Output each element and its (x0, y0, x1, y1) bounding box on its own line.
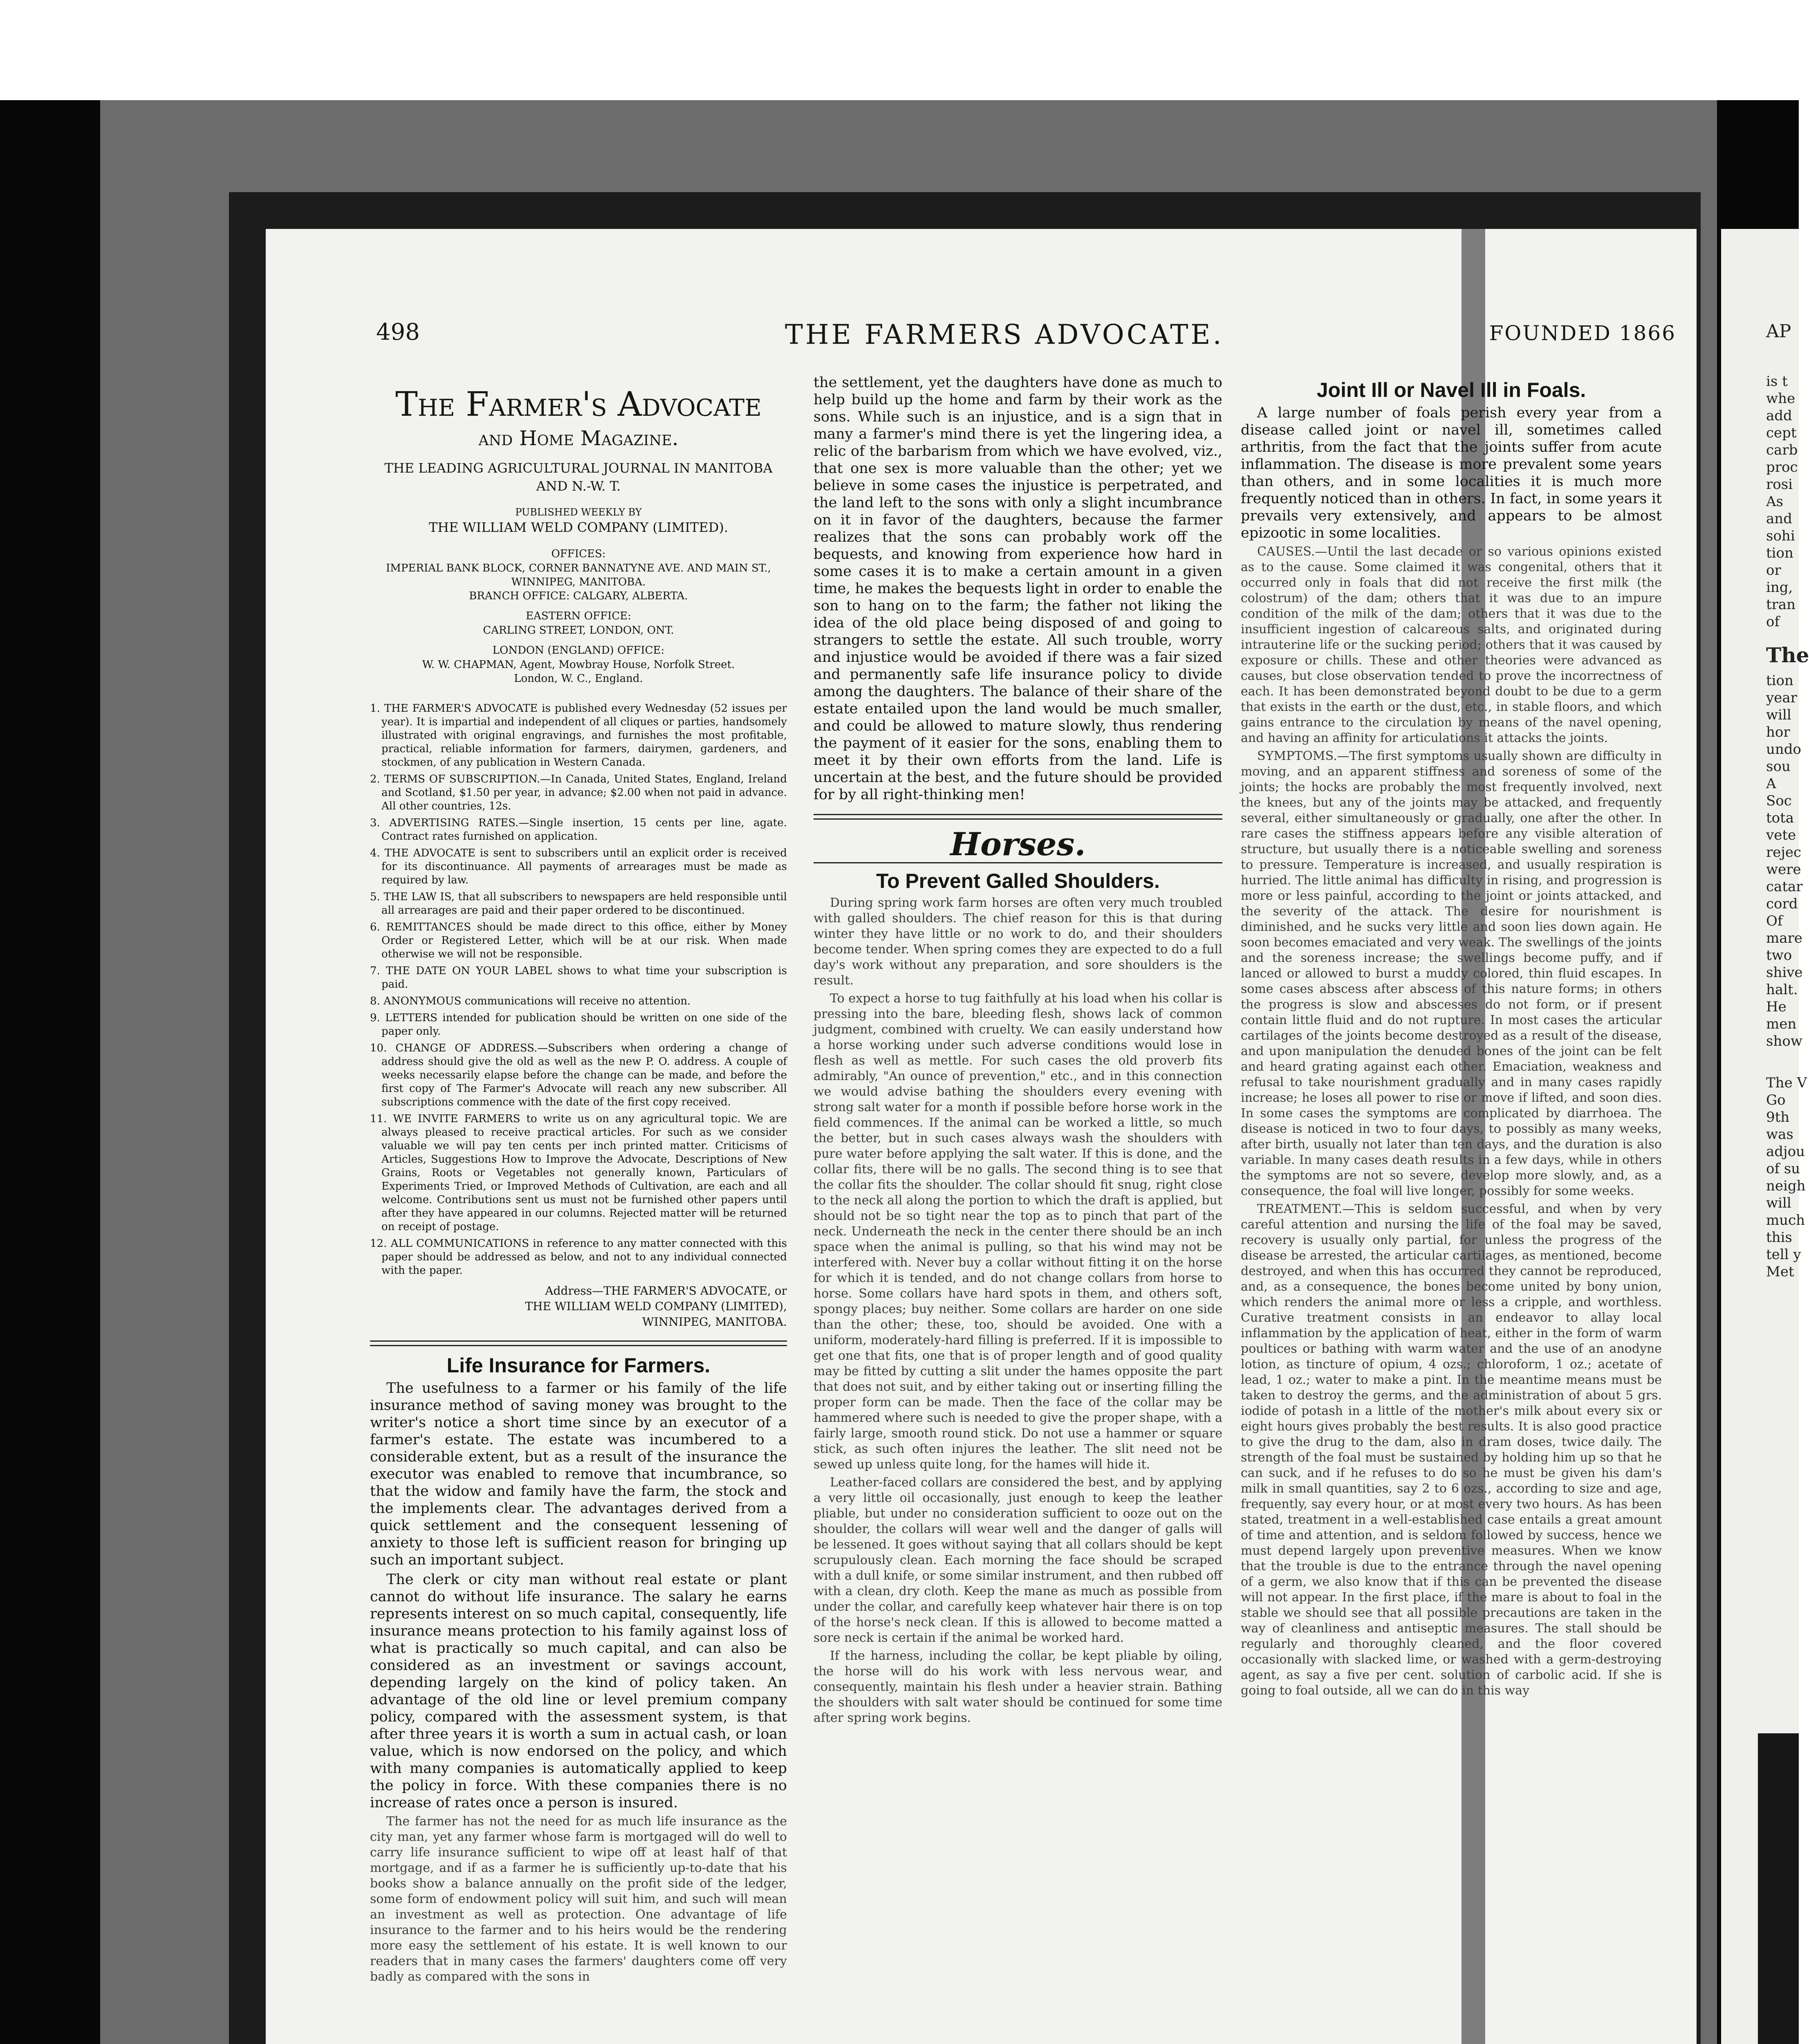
facing-line: men (1766, 1016, 1797, 1032)
facing-line: undo (1766, 741, 1802, 758)
facing-line: halt. (1766, 982, 1798, 998)
facing-line: cept (1766, 425, 1797, 441)
article-paragraph: The usefulness to a farmer or his family of the life insurance method of saving money was brought to the writer's notice a short time since by an executor of a farmer's estate. The estate was incumbered to a considerable extent, but as a result of the insurance the executor was enabled to remove that incumbrance, so that the widow and family have the farm, the stock and the implements clear. The advantages derived from a quick settlement and the consequent lessening of anxiety to those left is sufficient reason for bringing up such an important subject. (370, 1380, 787, 1568)
published-by: PUBLISHED WEEKLY BY (515, 507, 642, 518)
facing-line: neigh (1766, 1178, 1806, 1194)
running-title: THE FARMERS ADVOCATE. (785, 319, 1224, 350)
film-border-left (0, 100, 100, 2044)
facing-line: much (1766, 1212, 1805, 1228)
facing-line: add (1766, 408, 1792, 424)
notice-item: 7. THE DATE ON YOUR LABEL shows to what time your subscription is paid. (370, 965, 787, 991)
facing-line: hor (1766, 724, 1790, 740)
facing-line: two (1766, 947, 1792, 964)
facing-line: of su (1766, 1161, 1800, 1177)
address-block (370, 1283, 787, 1330)
masthead-title: The Farmer's Advocate (395, 385, 762, 424)
page-number: 498 (376, 319, 420, 345)
notice-item: 12. ALL COMMUNICATIONS in reference to any matter connected with this paper should be addressed as below, and not to any individual connected with the paper. (370, 1237, 787, 1277)
facing-line: mare (1766, 930, 1802, 946)
address-line: WINNIPEG, MANITOBA. (642, 1315, 787, 1329)
article-paragraph: A large number of foals perish every year from a disease called joint or navel ill, sometimes called arthritis, from the fact that the joints suffer from acute inflammation. The disease is more prevalent some years than others, and in some localities it is much more frequently noticed than in others. In fact, in some years it prevails very extensively, and appears to be almost epizootic in some localities. (1241, 405, 1662, 541)
notice-item: 9. LETTERS intended for publication should be written on one side of the paper only. (370, 1012, 787, 1038)
facing-line: and (1766, 511, 1792, 527)
article-continuation: the settlement, yet the daughters have done as much to help build up the home and farm by their work as the sons. While such is an injustice, and is a sign that in many a farmer's mind there is yet the lingering idea, a relic of the barbarism from which we have evolved, viz., that one sex is more valuable than the other; yet we believe in some cases the injustice is perpetrated, and the land left to the sons with only a slight incumbrance on it in favor of the daughters, because the farmer realizes that the sons can probably work off the bequests, and knowing from experience how hard in some cases it is to make a certain amount in a given time, he makes the bequests light in order to enable the son to hang on to the farm; the father not liking the idea of the old place being disposed of and going to strangers to settle the estate. All such trouble, worry and injustice would be avoided if there was a fair sized and permanently safe life insurance policy to divide among the daughters. The balance of their share of the estate entailed upon the land would be much smaller, and could be allowed to mature slowly, thus rendering the payment of it easier for the sons, enabling them to meet it by their own efforts from the land. Life is uncertain at the best, and the future should be provided for by all right-thinking men! (814, 374, 1222, 803)
facing-line: The V (1766, 1075, 1807, 1091)
facing-gap (1766, 1050, 1799, 1074)
london-office-heading: LONDON (ENGLAND) OFFICE: (492, 644, 665, 657)
facing-line: of (1766, 614, 1780, 630)
facing-line: Soc (1766, 793, 1792, 809)
facing-line: whe (1766, 390, 1796, 407)
notice-item: 8. ANONYMOUS communications will receive no attention. (370, 995, 691, 1007)
publisher-name: THE WILLIAM WELD COMPANY (LIMITED). (428, 520, 729, 535)
facing-line: show (1766, 1033, 1802, 1049)
life-insurance-title: Life Insurance for Farmers. (446, 1354, 711, 1377)
facing-line: sou (1766, 758, 1791, 775)
facing-header: AP (1766, 321, 1791, 342)
joint-ill-title: Joint Ill or Navel Ill in Foals. (1316, 379, 1586, 401)
facing-line: were (1766, 861, 1801, 878)
article-paragraph: TREATMENT.—This is seldom successful, and when by very careful attention and nursing the life of the foal may be saved, recovery is usually only partial, for unless the progress of the disease be arrested, the articular cartilages, as mentioned, become destroyed, and when this has occurred they cannot be reproduced, and, as a consequence, the bones become united by bony union, which renders the animal more or less a cripple, and worthless. Curative treatment consists in an endeavor to allay local inflammation by the application of heat, either in the form of warm poultices or bathing with warm water and the use of an anodyne lotion, as tincture of opium, 4 ozs.; chloroform, 1 oz.; acetate of lead, 1 oz.; water to make a pint. In the meantime means must be taken to destroy the germs, and the administration of about 5 grs. iodide of potash in a little of the mother's milk about every six or eight hours gives probably the best results. It is also good practice to give the drug to the dam, also in dram doses, twice daily. The strength of the foal must be sustained by holding him up so that he can suck, and if he refuses to do so he must be given his dam's milk in small quantities, say 2 to 6 ozs., according to size and age, frequently, say every hour, or at most every two hours. As has been stated, treatment in a well-established case entails a great amount of time and attention, and is seldom followed by success, hence we must depend largely upon preventive measures. When we know that the trouble is due to the entrance through the navel opening of a germ, we also know that if this can be prevented the disease will not appear. In the first place, if the mare is about to foal in the stable we should see that all possible precautions are taken in the way of cleanliness and antiseptic measures. The stall should be regularly and thoroughly cleaned, and the floor covered occasionally with slacked lime, or washed with a germ-destroying agent, as say a five per cent. solution of carbolic acid. If she is going to foal outside, all we can do in this way (1241, 1202, 1662, 1698)
article-paragraph: CAUSES.—Until the last decade or so various opinions existed as to the cause. Some claimed it was congenital, others that it occurred only in foals that did not receive the first milk (the colostrum) of the dam; others that it was due to an impure condition of the milk of the dam; others that it was due to the insufficient ingestion of calcareous salts, and originated during intrauterine life or the sucking period; others that it was caused by exposure or chills. These and other theories were advanced as causes, but close observation tended to prove the incorrectness of each. It has been demonstrated beyond doubt to be due to a germ that exists in the earth or the dust, etc., in stable floors, and which gains entrance to the circulation by means of the navel opening, and having an affinity for articulations it attacks the joints. (1241, 545, 1662, 745)
facing-line: rejec (1766, 844, 1802, 861)
notice-item: 4. THE ADVOCATE is sent to subscribers until an explicit order is received for its discontinuance. All payments of arrearages must be made as required by law. (370, 847, 787, 886)
office-eastern: CARLING STREET, LONDON, ONT. (483, 624, 674, 637)
notice-item: 2. TERMS OF SUBSCRIPTION.—In Canada, United States, England, Ireland and Scotland, $1.50 per year, in advance; $2.00 when not paid in advance. All other countries, 12s. (370, 773, 787, 812)
facing-line: sohi (1766, 528, 1795, 544)
facing-line: A (1766, 775, 1776, 792)
notice-item: 6. REMITTANCES should be made direct to this office, either by Money Order or Registered Letter, which will be at our risk. When made otherwise we will not be responsible. (370, 921, 787, 960)
facing-line: year (1766, 690, 1797, 706)
facing-line: this (1766, 1229, 1792, 1246)
notice-item: 1. THE FARMER'S ADVOCATE is published every Wednesday (52 issues per year). It is impartial and independent of all cliques or parties, handsomely illustrated with original engravings, and furnishes the most profitable, practical, reliable information for farmers, dairymen, gardeners, and stockmen, of any publication in Western Canada. (370, 702, 787, 769)
office-branch: BRANCH OFFICE: CALGARY, ALBERTA. (469, 590, 688, 602)
facing-line: tion (1766, 545, 1793, 561)
offices-heading: OFFICES: (551, 548, 606, 560)
masthead-subtitle: and Home Magazine. (478, 426, 679, 450)
facing-line: carb (1766, 442, 1798, 458)
facing-line: shive (1766, 964, 1803, 981)
article-paragraph: Leather-faced collars are considered the best, and by applying a very little oil occasionally, just enough to keep the leather pliable, but under no consideration sufficient to ooze out on the shoulder, the collars will wear well and the danger of galls will be lessened. It goes without saying that all collars should be kept scrupulously clean. Each morning the face should be scraped with a dull knife, or some similar instrument, and then rubbed off with a clean, dry cloth. Keep the mane as much as possible from under the collar, and carefully keep whatever hair there is on top of the horse's neck clean. If this is allowed to become matted a sore neck is certain if the animal be worked hard. (814, 1475, 1222, 1645)
founded-line: FOUNDED 1866 (1489, 321, 1676, 345)
page-header (376, 319, 1676, 364)
horses-section-heading: Horses. (950, 826, 1086, 863)
article-paragraph: The clerk or city man without real estate or plant cannot do without life insurance. The salary he earns represents interest on so much capital, consequently, life insurance means protection to his family against loss of what is practically so much capital, and can also be considered as an investment or savings account, depending largely on the kind of policy taken. An advantage of the old line or level premium company policy, compared with the assessment system, is that after three years it is worth a sum in actual cash, or loan value, which is now endorsed on the policy, and which with many companies is automatically applied to keep the policy in force. With these companies there is no increase of rates once a person is insured. (370, 1571, 787, 1811)
article-paragraph: To expect a horse to tug faithfully at his load when his collar is pressing into the bare, bleeding flesh, shows lack of common judgment, combined with cruelty. We can easily understand how a horse working under such adverse conditions would lose in flesh as well as mettle. For such cases the old proverb fits admirably, "An ounce of prevention," etc., and in this connection we would advise bathing the shoulders every evening with strong salt water for a month if possible before horse work in the field commences. If the animal can be worked a little, so much the better, but in such cases always wash the shoulders with pure water before applying the salt water. If this is done, and the collar fits, there will be no galls. The second thing is to see that the collar fits the shoulder. The collar should fit snug, right close to the neck all along the portion to which the draft is applied, but should not be so tight near the top as to pinch that part of the neck. Underneath the neck in the center there should be an inch space when the animal is pulling, so that his wind may not be interfered with. Never buy a collar without fitting it on the horse for which it is tended, and do not change collars from horse to horse. Some collars have hard spots in them, and others soft, spongy places; buy neither. Some collars are harder on one side than the other; these, too, should be avoided. One with a uniform, moderately-hard filling is preferred. If it is impossible to get one that fits, one that is of proper length and of good quality may be fitted by cutting a slit under the hames opposite the part that does not suit, and by either taking out or inserting filling the proper form can be made. Then the face of the collar may be hammered where such is needed to give the proper shape, with a fairly large, smooth round stick. Do not use a hammer or square stick, as such often injures the leather. The slit need not be sewed up unless quite long, for the hames will hide it. (814, 991, 1222, 1472)
facing-line: As (1766, 493, 1784, 510)
dark-film-block (1758, 1733, 1799, 2044)
notice-item: 10. CHANGE OF ADDRESS.—Subscribers when ordering a change of address should give the old as well as the new P. O. address. A couple of weeks necessarily elapse before the change can be made, and before the first copy of The Farmer's Advocate will reach any new subscriber. All subscriptions commence with the date of the first copy received. (370, 1042, 787, 1108)
facing-line: rosi (1766, 476, 1793, 493)
facing-line: adjou (1766, 1143, 1805, 1160)
article-paragraph: The farmer has not the need for as much life insurance as the city man, yet any farmer whose farm is mortgaged will do well to carry life insurance sufficient to wipe off at least half of that mortgage, and if as a farmer he is sufficiently up-to-date that his books show a balance annually on the profit side of the ledger, some form of endowment policy will suit him, and such will mean an investment as well as protection. One advantage of life insurance to the farmer and to his heirs would be the rendering more easy the settlement of his estate. It is well known to our readers that in many cases the farmers' daughters come off very badly as compared with the sons in (370, 1814, 787, 1984)
facing-line: tota (1766, 810, 1794, 826)
masthead-tagline: THE LEADING AGRICULTURAL JOURNAL IN MANITOBA AND N.-W. T. (384, 460, 773, 494)
facing-line: proc (1766, 459, 1798, 475)
notice-item: 3. ADVERTISING RATES.—Single insertion, 15 cents per line, agate. Contract rates furnished on application. (370, 817, 787, 843)
facing-line: tell y (1766, 1246, 1801, 1263)
notice-item: 11. WE INVITE FARMERS to write us on any agricultural topic. We are always pleased to receive practical articles. For such as we consider valuable we will pay ten cents per inch printed matter. Criticisms of Articles, Suggestions How to Improve the Advocate, Descriptions of New Grains, Roots or Vegetables not generally known, Particulars of Experiments Tried, or Improved Methods of Cultivation, are each and all welcome. Contributions sent us must not be furnished other papers until after they have appeared in our columns. Rejected matter will be returned on receipt of postage. (370, 1113, 787, 1233)
column-1 (370, 374, 787, 1987)
facing-line: tion (1766, 672, 1793, 689)
facing-line: tran (1766, 596, 1796, 613)
facing-line: is t (1766, 373, 1788, 390)
facing-line: or (1766, 562, 1781, 578)
facing-line: Met (1766, 1264, 1794, 1280)
office-london-1: W. W. CHAPMAN, Agent, Mowbray House, Norfolk Street. (422, 659, 735, 671)
facing-line: will (1766, 707, 1791, 723)
notice-item: 5. THE LAW IS, that all subscribers to newspapers are held responsible until all arrearages are paid and their paper ordered to be discontinued. (370, 891, 787, 917)
facing-line: ing, (1766, 579, 1793, 596)
office-london-2: London, W. C., England. (514, 672, 643, 685)
article-paragraph: If the harness, including the collar, be kept pliable by oiling, the horse will do his work with less nervous wear, and consequently, maintain his flesh under a heavier strain. Bathing the shoulders with salt water should be continued for some time after spring work begins. (814, 1649, 1222, 1725)
column-3 (1241, 374, 1662, 1701)
column-2 (814, 374, 1222, 1728)
office-winnipeg: IMPERIAL BANK BLOCK, CORNER BANNATYNE AVE. AND MAIN ST., WINNIPEG, MANITOBA. (386, 562, 771, 588)
facing-heading: The (1766, 643, 1809, 667)
address-line: THE WILLIAM WELD COMPANY (LIMITED), (525, 1300, 787, 1313)
facing-line: was (1766, 1126, 1793, 1143)
facing-page-text (1766, 321, 1809, 1280)
facing-line: 9th (1766, 1109, 1790, 1125)
section-divider (814, 814, 1222, 820)
article-paragraph: During spring work farm horses are often very much troubled with galled shoulders. The chief reason for this is that during winter they have little or no work to do, and their shoulders become tender. When spring comes they are expected to do a full day's work without any preparation, and sore shoulders is the result. (814, 896, 1222, 988)
section-divider (370, 1340, 787, 1346)
facing-line: cord (1766, 896, 1798, 912)
notices-list (370, 702, 787, 1278)
galled-shoulders-title: To Prevent Galled Shoulders. (876, 870, 1160, 892)
scan-top-margin (0, 0, 1799, 100)
article-paragraph: SYMPTOMS.—The first symptoms usually shown are difficulty in moving, and an apparent stiffness and soreness of some of the joints; the hocks are probably the most frequently involved, next the knees, but any of the joints may be attacked, and frequently several, either simultaneously or gradually, one after the other. In rare cases the stiffness appears before any visible alteration of structure, but usually there is a noticeable swelling and soreness to pressure. Temperature is increased, and usually respiration is hurried. The little animal has difficulty in rising, and progression is more or less painful, according to the joint or joints attacked, and the severity of the attack. The desire for nourishment is diminished, and he sucks very little and soon lies down again. He soon becomes emaciated and very weak. The swellings of the joints and the soreness increase; the swellings become puffy, and if lanced or allowed to burst a muddy colored, thin fluid escapes. In some cases abscess after abscess of this nature forms; in others the progress is slow and abscesses do not form, or if present contain little fluid and do not rupture. In most cases the articular cartilages of the joints become destroyed as a result of the disease, and upon manipulation the denuded bones of the joint can be felt and heard grating against each other. Emaciation, weakness and refusal to take nourishment gradually and in many cases rapidly increase; he loses all power to rise or move if lifted, and soon dies. In some cases the symptoms are complicated by diarrhoea. The disease is noticed in two to four days, to possibly as many weeks, after birth, usually not later than ten days, and the duration is also variable. In many cases death results in a few days, while in others the symptoms are not so severe, develop more slowly, and, as a consequence, the foal will live longer, possibly for some weeks. (1241, 749, 1662, 1198)
facing-line: Of (1766, 913, 1783, 929)
facing-line: Go (1766, 1092, 1786, 1108)
facing-line: will (1766, 1195, 1791, 1211)
eastern-office-heading: EASTERN OFFICE: (526, 610, 631, 622)
address-line: Address—THE FARMER'S ADVOCATE, or (545, 1284, 787, 1298)
facing-line: He (1766, 999, 1787, 1015)
facing-line: catar (1766, 879, 1803, 895)
facing-line: vete (1766, 827, 1796, 843)
